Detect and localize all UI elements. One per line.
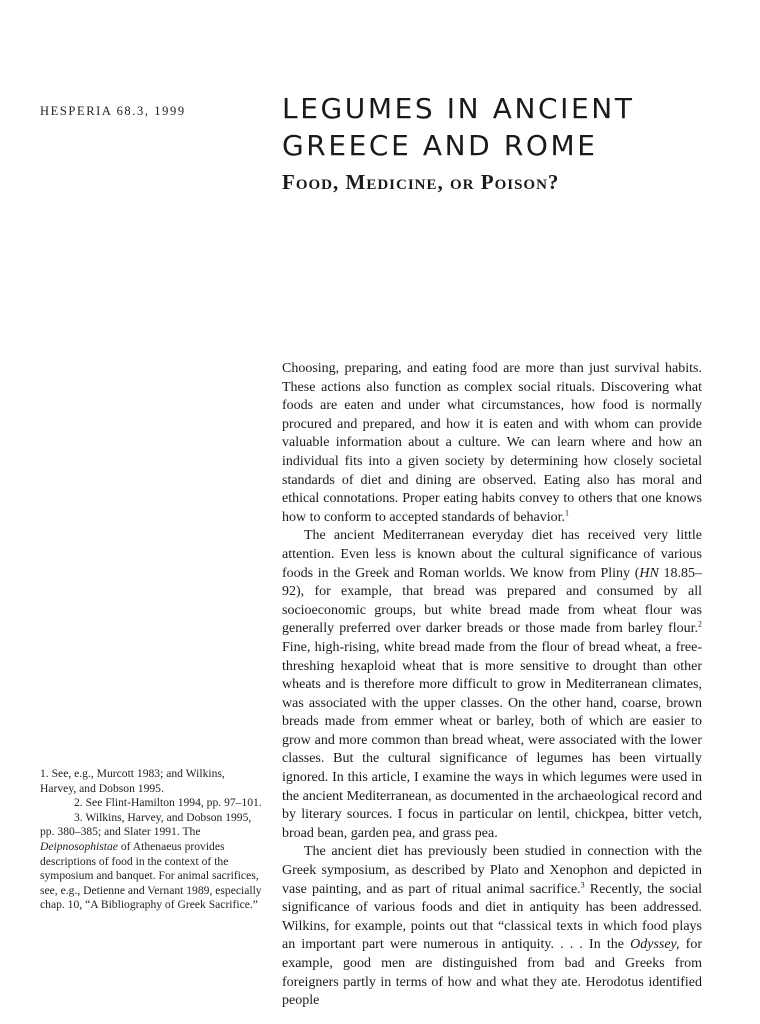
paragraph-text: 18.85–92), for example, that bread was prepared and consumed by all socioeconomic groups, but white bread made from wheat flour was generally preferred over darker breads or those made from barley flour. (282, 565, 702, 637)
body-paragraph-3 (282, 843, 702, 1010)
work-title: Deipnosophistae (40, 839, 118, 853)
article-title: LEGUMES IN ANCIENT GREECE AND ROME (282, 92, 635, 162)
body-paragraph-1 (282, 360, 702, 527)
paragraph-text: for example, good men are distinguished from bad and Greeks from foreigners partly in terms of how and what they ate. Herodotus identified people (282, 937, 702, 1009)
paragraph-text: Fine, high-rising, white bread made from the flour of bread wheat, a free-threshing hexaploid wheat that is more sensitive to drought than other wheats and is therefore more difficult to grow in Mediterranean climates, was associated with the upper classes. On the other hand, coarse, brown breads made from emmer wheat or barley, both of which are easier to grow and more common than bread wheat, were associated with the lower classes. But the cultural significance of legumes has been virtually ignored. In this article, I examine the ways in which legumes were used in the ancient Mediterranean, as documented in the archaeological record and by literary sources. I focus in particular on lentil, chickpea, bitter vetch, broad bean, garden pea, and grass pea. (282, 639, 702, 841)
footnote-text: 3. Wilkins, Harvey, and Dobson 1995, pp. 380–385; and Slater 1991. The (40, 810, 252, 839)
footnote-ref-3: 3 (580, 879, 585, 889)
article-subtitle: Food, Medicine, or Poison? (282, 170, 560, 194)
paragraph-text: The ancient diet has previously been studied in connection with the Greek symposium, as described by Plato and Xenophon and depicted in vase painting, and as part of ritual animal sacrifice. (282, 844, 702, 897)
citation-abbrev: HN (639, 565, 659, 581)
footnote-2: 2. See Flint-Hamilton 1994, pp. 97–101. (74, 796, 262, 810)
footnote-ref-2: 2 (698, 619, 702, 629)
paragraph-text: Choosing, preparing, and eating food are more than just survival habits. These actions also function as complex social rituals. Discovering what foods are eaten and under what circumstances, how food is normally procured and prepared, and how it is eaten and with whom can provide valuable information about a culture. We can learn where and how an individual fits into a given society by determining how closely societal standards of diet and dining are observed. Eating also has moral and ethical connotations. Proper eating habits convey to others that one knows how to conform to accepted standards of behavior. (282, 361, 702, 525)
footnote-3 (40, 811, 262, 913)
footnote-1: 1. See, e.g., Murcott 1983; and Wilkins, Harvey, and Dobson 1995. (40, 767, 225, 795)
footnotes (40, 767, 262, 913)
paragraph-text: The ancient Mediterranean everyday diet has received very little attention. Even less is known about the cultural significance of various foods in the Greek and Roman worlds. We know from Pliny ( (282, 528, 702, 581)
paragraph-text: Recently, the social significance of various foods and diet in antiquity has been addressed. Wilkins, for example, points out that “classical texts in which food plays an important part were numerous in antiquity. . . . In the (282, 881, 702, 953)
work-title: Odyssey, (630, 937, 680, 953)
footnote-ref-1: 1 (565, 508, 570, 518)
journal-reference: HESPERIA 68.3, 1999 (40, 104, 186, 118)
article-body (282, 360, 702, 1011)
footnote-text: of Athenaeus provides descriptions of food in the context of the symposium and banquet. For animal sacrifices, see, e.g., Detienne and Vernant 1989, especially chap. 10, “A Bibliography of Greek Sacrifice.” (40, 839, 262, 912)
body-paragraph-2 (282, 527, 702, 843)
